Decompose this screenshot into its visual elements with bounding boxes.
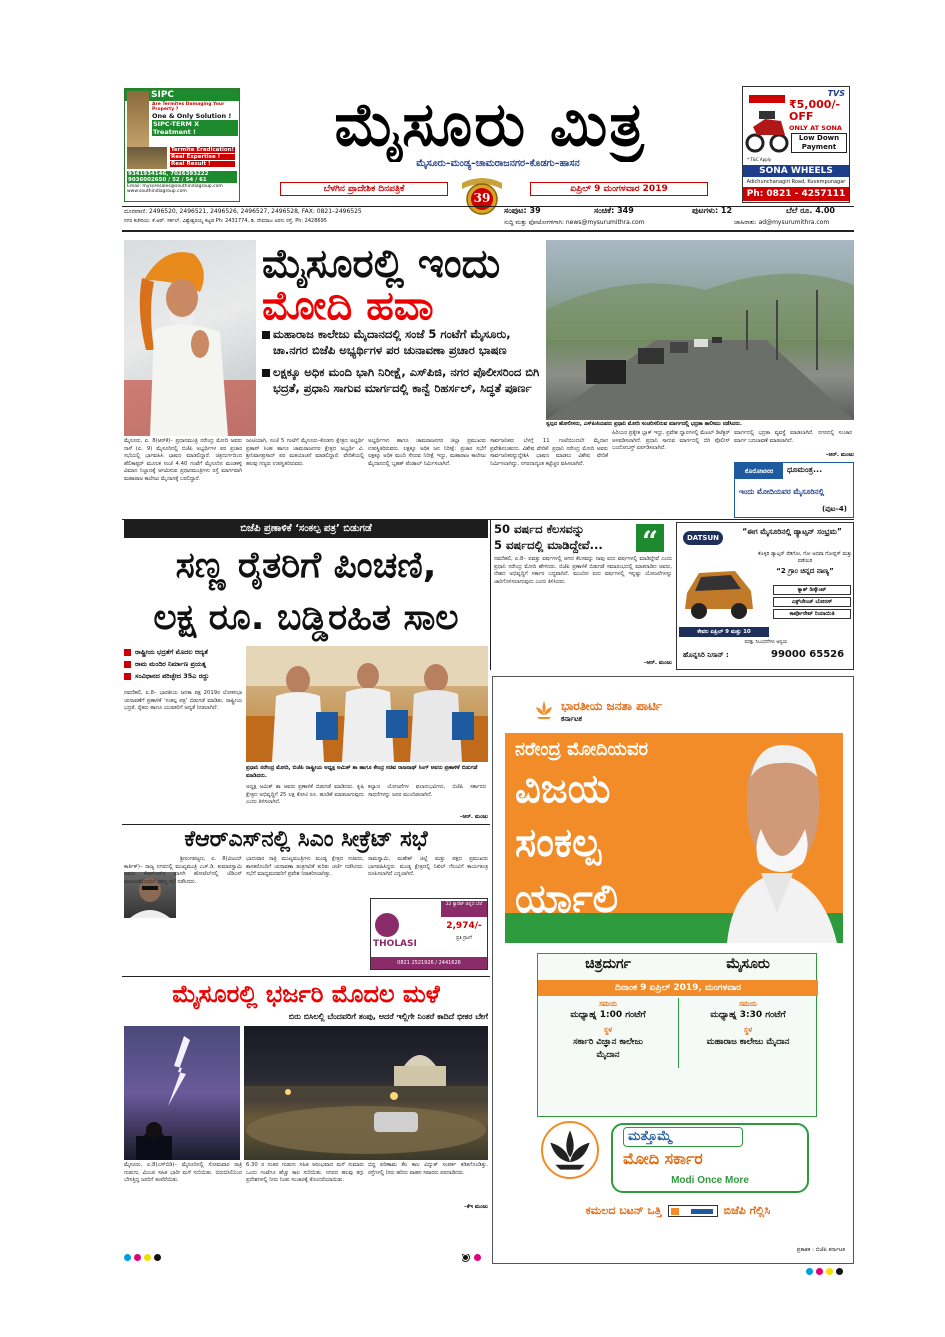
datsun-phone: 99000 65526 <box>771 649 845 660</box>
lead-byline: –ಆರ್. ಮಂಜು <box>825 452 854 458</box>
bjp-line-3: ಸಂಕಲ್ಪ <box>515 820 601 866</box>
masthead-issue: ಸಂಚಿಕೆ: 349 <box>594 206 634 215</box>
flood-photo <box>244 1026 488 1160</box>
bjp-place-1: ಸರ್ಕಾರಿ ವಿಜ್ಞಾನ ಕಾಲೇಜು ಮೈದಾನ <box>573 1037 643 1060</box>
masthead-phones: ದೂರವಾಣಿ: 2496520, 2496521, 2496526, 2496527, 2496528, FAX: 0821–2496525 <box>124 208 362 215</box>
sipc-house-image <box>127 147 167 169</box>
sipc-line3: SIPC-TERM X Treatment ! <box>152 120 238 136</box>
tholasi-carat: 22 ಕ್ಯಾರೆಟ್ ಚಿನ್ನದ ಬೆಲೆ <box>441 901 487 917</box>
side-box-teaser: ಇಂದು ಮೋದಿಯವರ ಮೈಸೂರಿನಲ್ಲಿ <box>739 487 825 496</box>
manifesto-bullet-1: ರಾಷ್ಟ್ರೀಯ ಭದ್ರತೆಗೆ ಮೊದಲ ಆದ್ಯತೆ <box>135 648 208 656</box>
bjp-party-name: ಭಾರತೀಯ ಜನತಾ ಪಾರ್ಟಿ <box>561 699 663 713</box>
bjp-place-label-2: ಸ್ಥಳ <box>743 1026 753 1034</box>
rain-body-1: ಮೈಸೂರು, ಏ.8(ಎಸ್‌ಬಿಡಿ)– ಮೈಸೂರಿನಲ್ಲಿ ಸೋಮವಾರ ರಾತ್ರಿ ಗುಡುಗು, ಮಿಂಚು ಸಹಿತ ಭಾರೀ ಮಳೆ ಸುರಿಯಿತು. ಬಿರುಬಿಸಿಲಿನಿಂದ ಬೇಸತ್ತಿದ್ದ ಜನರಿಗೆ ತಂಪೆರೆಯಿತು. <box>124 1162 242 1184</box>
tvs-bike-image <box>745 89 789 157</box>
sipc-line5: Real Expertise ! <box>170 154 235 160</box>
masthead-news-email: ಸುದ್ದಿ ಮತ್ತು ಫೋಟೋಗಳಿಗಾಗಿ: news@mysurumithra.com <box>504 219 645 226</box>
modi-portrait <box>717 733 843 943</box>
tvs-tc: * T&C Apply <box>747 157 772 162</box>
quote-headline-2: 5 ವರ್ಷದಲ್ಲಿ ಮಾಡಿದ್ದೇವೆ... <box>494 538 603 552</box>
masthead-pages: ಪುಟಗಳು: 12 <box>692 206 733 215</box>
tvs-low: Low Down Payment <box>791 133 847 153</box>
registration-marks-left <box>124 1254 172 1262</box>
datsun-tag-1: ಕ್ಯಾಶ್ ಡಿಸ್ಕೌಂಟ್ <box>773 585 851 595</box>
bjp-logo-top <box>533 699 555 721</box>
tholasi-name: THOLASI <box>373 939 417 949</box>
lead-body-2: ಜಂಟಿಯಾಗಿ, ಸಂಜೆ 5 ಗಂಟೆಗೆ ಮೈಸೂರು–ಕೊಡಗು ಕ್ಷೇತ್ರದ ಅಭ್ಯರ್ಥಿ ಪ್ರತಾಪ್ ಸಿಂಹ ಹಾಗೂ ಚಾಮರಾಜನಗರ ಕ್ಷೇತ್ರದ ಅಭ್ಯರ್ಥಿ ವಿ. ಶ್ರೀನಿವಾಸಪ್ರಸಾದ್ ಪರ ಮತಯಾಚನೆ ಮಾಡಲಿದ್ದಾರೆ. ವೇದಿಕೆಯಲ್ಲಿ ಹಲವು ಗಣ್ಯರು ಉಪಸ್ಥಿತರಿರುವರು. <box>246 438 364 467</box>
registration-marks-center <box>462 1254 486 1262</box>
bjp-time-1: ಮಧ್ಯಾಹ್ನ 1:00 ಗಂಟೆಗೆ <box>570 1010 646 1020</box>
lead-bullet-2: ಲಕ್ಷಕ್ಕೂ ಅಧಿಕ ಮಂದಿ ಭಾಗಿ ನಿರೀಕ್ಷೆ, ಎಸ್‌ಪಿಜಿ, ನಗರ ಪೊಲೀಸರಿಂದ ಬಿಗಿ ಭದ್ರತೆ, ಪ್ರಧಾನಿ ಸಾಗುವ ಮಾರ್ಗದಲ್ಲಿ ಕಾನ್ವೆ ರಿಹರ್ಸಲ್, ಸಿದ್ಧತೆ ಪೂರ್ಣ <box>273 365 540 395</box>
krs-body-1: ಶ್ರೀರಂಗಪಟ್ಟಣ, ಏ. 8(ವಿಜಯ್ ಕಾರ್ತಿಕ್)– ರಾಜ್ಯ ನಗರದಲ್ಲಿ ಮುಖ್ಯಮಂತ್ರಿ ಎಚ್.ಡಿ. ಕುಮಾರಸ್ವಾಮಿ ಅವರು ಕೆಆರ್‌ಎಸ್‌ನ ಖಾಸಗಿ ಹೋಟೆಲ್‌ನಲ್ಲಿ ಜೆಡಿಎಸ್ ಮುಖಂಡರೊಂದಿಗೆ ರಹಸ್ಯ ಸಭೆ ನಡೆಸಿದರು. <box>124 856 242 885</box>
bjp-city-1: ಚಿತ್ರದುರ್ಗ <box>585 956 631 972</box>
masthead-date: ಏಪ್ರಿಲ್ 9 ಮಂಗಳವಾರ 2019 <box>530 182 708 196</box>
evm-button-icon <box>668 1205 718 1217</box>
bjp-slogan-2: ಮೋದಿ ಸರ್ಕಾರ <box>623 1149 703 1168</box>
bjp-button-line-1: ಕಮಲದ ಬಟನ್ ಒತ್ತಿ <box>585 1204 662 1217</box>
registration-marks-right <box>806 1268 854 1276</box>
manifesto-kicker: ಬಿಜೆಪಿ ಪ್ರಣಾಳಿಕೆ ‘ಸಂಕಲ್ಪ ಪತ್ರ’ ಬಿಡುಗಡೆ <box>124 520 488 538</box>
bullet-square-icon <box>262 369 270 377</box>
bullet-square-icon <box>124 649 131 656</box>
bullet-square-icon <box>124 661 131 668</box>
tholasi-rate: 2,974/- <box>446 921 482 931</box>
bjp-place-label-1: ಸ್ಥಳ <box>603 1026 613 1034</box>
manifesto-body-3: ಕಲ್ಯಾಣ ಯೋಜನೆಗಳ ಫಲಾನುಭವಿಗಳು, ಬಿಜೆಪಿ ಸರ್ಕಾರದ ಸಾಧನೆಗಳನ್ನು ಜನರ ಮುಂದಿಡಲಾಗಿದೆ. <box>368 784 486 798</box>
manifesto-headline-1: ಸಣ್ಣ ರೈತರಿಗೆ ಪಿಂಚಣಿ, <box>175 545 437 586</box>
masthead-volume: ಸಂಪುಟ: 39 <box>504 206 541 215</box>
sipc-brand: SIPC <box>151 90 175 100</box>
sipc-termite-image <box>127 91 149 147</box>
datsun-tag-2: ಎಕ್ಸ್‌ಚೇಂಜ್ ಬೋನಸ್ <box>773 597 851 607</box>
lightning-photo <box>124 1026 240 1160</box>
bjp-ad[interactable] <box>492 676 854 1264</box>
tholasi-phone: 0821 2521926 / 2441626 <box>371 957 487 969</box>
quote-icon: “ <box>636 524 664 552</box>
rain-sub: ಬಿರು ಬಿಸಿಲಲ್ಲಿ ಬೆಂದವರಿಗೆ ತಂಪು, ಆದರೆ ಇಲ್ಲಿಗೇ ನಿಂತರೆ ಕಾದಿದೆ ಭೀಕರ ಬೇಗೆ <box>288 1012 488 1021</box>
bjp-line-1: ನರೇಂದ್ರ ಮೋದಿಯವರ <box>515 739 649 760</box>
datsun-offer: ಕೊಳ್ಳಿರಿ ಡ್ಯಾಟ್ಸನ್ ರೆಡಿಗೋ, ಗೋ ಅಥವಾ ಗೋಪ್ಲಸ್ ಮತ್ತು ಪಡೆಯಿರಿ <box>758 551 852 564</box>
masthead-title: ಮೈಸೂರು ಮಿತ್ರ <box>334 90 646 160</box>
side-box-title: ಧೂಮಂತ್ರ... <box>787 465 823 474</box>
rain-headline: ಮೈಸೂರಲ್ಲಿ ಭರ್ಜರಿ ಮೊದಲ ಮಳೆ <box>172 980 440 1008</box>
side-box-label: ಕೊರೋವನರ <box>735 463 783 479</box>
masthead-ad-email: ಜಾಹಿರಾತು: ad@mysurumithra.com <box>734 219 830 226</box>
tvs-addr: Adichunchanagiri Road, Kuvempunagar <box>746 179 846 185</box>
quote-headline-1: 50 ವರ್ಷದ ಕೆಲಸವನ್ನು <box>494 522 585 536</box>
bjp-time-2: ಮಧ್ಯಾಹ್ನ 3:30 ಗಂಟೆಗೆ <box>710 1010 786 1020</box>
bullet-square-icon <box>262 331 270 339</box>
manifesto-bullets <box>124 646 246 688</box>
krs-headline: ಕೆಆರ್‌ಎಸ್‌ನಲ್ಲಿ ಸಿಎಂ ಸೀಕ್ರೆಟ್ ಸಭೆ <box>184 827 428 852</box>
side-box[interactable] <box>734 462 854 518</box>
tholasi-logo-icon <box>375 913 399 937</box>
sipc-ad[interactable] <box>124 88 240 202</box>
manifesto-headline-2: ಲಕ್ಷ ರೂ. ಬಡ್ಡಿರಹಿತ ಸಾಲ <box>153 597 459 638</box>
datsun-logo: DATSUN <box>683 531 723 545</box>
masthead-price: ಬೆಲೆ ರೂ. 4.00 <box>786 206 835 215</box>
sipc-line4: Termite Eradication! <box>171 147 235 153</box>
bjp-schedule <box>537 953 817 1117</box>
krs-body-3: ರಾಮಸ್ವಾಮಿ, ಮಹೇಶ್ ಜಿಲ್ಲೆ ಮತ್ತು ಪಕ್ಷದ ಪ್ರಮುಖರು ಭಾಗವಹಿಸಿದ್ದರು. ಮಂಡ್ಯ ಕ್ಷೇತ್ರದಲ್ಲಿ ನಿಖಿಲ್ ಗೆಲುವಿಗೆ ಕಾರ್ಯತಂತ್ರ ರೂಪಿಸಲಾಗಿದೆ ಎನ್ನಲಾಗಿದೆ. <box>368 856 488 878</box>
bullet-square-icon <box>124 673 131 680</box>
section-rule-3 <box>122 976 490 977</box>
lead-body-4: ಸಾರ್ವಜನಿಕರು ಬೆಳಗ್ಗೆ 11 ಗಂಟೆಯಿಂದಲೇ ಮೈದಾನ ಪ್ರವೇಶಿಸಬಹುದು. ವಿಶೇಷ ವೇದಿಕೆ: ಪ್ರಧಾನಿ ನರೇಂದ್ರ ಮೋದಿ ಅವರು ಸಾರ್ವಜನಿಕರನ್ನುದ್ದೇಶಿಸಿ ಭಾಷಣ ಮಾಡಲು ವಿಶೇಷ ವೇದಿಕೆ ನಿರ್ಮಿಸಲಾಗಿದ್ದು, ನಗರದಾದ್ಯಂತ ಕಟ್ಟೆಚ್ಚರ ವಹಿಸಲಾಗಿದೆ. <box>490 438 608 467</box>
bjp-slogan-1: ಮತ್ತೊಮ್ಮೆ <box>623 1127 743 1147</box>
tvs-dealer: SONA WHEELS <box>743 165 849 177</box>
masthead-subtitle: ಮೈಸೂರು–ಮಂಡ್ಯ–ಚಾಮರಾಜನಗರ–ಕೊಡಗು–ಹಾಸನ <box>416 158 580 169</box>
convoy-photo <box>546 240 854 420</box>
lead-headline-1: ಮೈಸೂರಲ್ಲಿ ಇಂದು <box>262 241 501 287</box>
sipc-phone2: 9036002650 / 52 / 54 / 61 <box>127 177 237 183</box>
bjp-time-label-2: ಸಮಯ <box>739 1000 757 1008</box>
sipc-line2: One & Only Solution ! <box>152 112 232 120</box>
rain-body-2: 6.30 ರ ನಂತರ ಗುಡುಗು ಸಹಿತ ಆರಂಭವಾದ ಮಳೆ ಸುಮಾರು ಒಂದು ಗಂಟೆಗೂ ಹೆಚ್ಚು ಕಾಲ ಸುರಿಯಿತು. ನಗರದ ಹಲವು ತಗ್ಗು ಪ್ರದೇಶಗಳಲ್ಲಿ ನೀರು ನಿಂತು ಸಂಚಾರಕ್ಕೆ ತೊಂದರೆಯಾಯಿತು. <box>246 1162 364 1184</box>
tvs-phone: Ph: 0821 - 4257111 <box>743 187 849 201</box>
bjp-time-label-1: ಸಮಯ <box>599 1000 617 1008</box>
masthead-tagline: ಬೆಳಗಿನ ಪ್ರಾದೇಶಿಕ ದಿನಪತ್ರಿಕೆ <box>280 182 448 196</box>
datsun-tag-3: ಕಾರ್ಪೊರೇಟ್ ರಿಯಾಯಿತಿ <box>773 609 851 619</box>
sipc-mid <box>127 147 237 169</box>
bjp-slogan-box <box>611 1123 809 1193</box>
bjp-button-line-2: ಬಿಜೆಪಿ ಗೆಲ್ಲಿಸಿ <box>723 1204 771 1217</box>
column-rule-1 <box>490 520 491 670</box>
lead-body-5: ಹಿರಿಯರ ಪ್ರತ್ಯೇಕ ಬ್ಲಾಕ್ ಇದ್ದು, ಪ್ರವೇಶ ದ್ವಾರಗಳಲ್ಲಿ ಮೆಟಲ್ ಡಿಟೆಕ್ಟರ್ ಅಳವಡಿಸಲಾಗಿದೆ. ಪ್ರಧಾನಿ ಸಾಗುವ ಮಾರ್ಗದಲ್ಲಿ ಬಿಗಿ ಪೊಲೀಸ್ ಬಂದೋಬಸ್ತ್ ಏರ್ಪಡಿಸಲಾಗಿದೆ. <box>612 430 730 452</box>
tvs-offer: ₹5,000/- OFF <box>789 98 841 123</box>
bjp-slogan-en: Modi Once More <box>671 1175 749 1186</box>
quote-body: ನವದೆಹಲಿ, ಏ.8– ಐವತ್ತು ವರ್ಷಗಳಲ್ಲಿ ಆಗದ ಕೆಲಸವನ್ನು ನಾವು ಐದು ವರ್ಷಗಳಲ್ಲಿ ಮಾಡಿದ್ದೇವೆ ಎಂದು ಪ್ರಧಾನಿ ನರೇಂದ್ರ ಮೋದಿ ಹೇಳಿದರು. ಬಿಜೆಪಿ ಪ್ರಣಾಳಿಕೆ ಬಿಡುಗಡೆ ಸಮಾರಂಭದಲ್ಲಿ ಮಾತನಾಡಿದ ಅವರು, ದೇಶದ ಅಭಿವೃದ್ಧಿಗೆ ಸರ್ಕಾರ ಬದ್ಧವಾಗಿದೆ. ಮುಂದಿನ ಐದು ವರ್ಷಗಳಲ್ಲಿ ಇನ್ನಷ್ಟು ಯೋಜನೆಗಳನ್ನು ಜಾರಿಗೊಳಿಸಲಾಗುವುದು ಎಂದು ತಿಳಿಸಿದರು. <box>494 556 672 585</box>
lead-bullets <box>262 326 544 436</box>
masthead-rule-bottom <box>122 230 854 232</box>
lead-body-3: ಅಭ್ಯರ್ಥಿಗಳು ಹಾಗೂ ಚಾಮರಾಜನಗರ ಜಿಲ್ಲಾ ಪ್ರಮುಖರು ಉಪಸ್ಥಿತರಿರುವರು. ಲಕ್ಷಕ್ಕೂ ಅಧಿಕ ಜನ ನಿರೀಕ್ಷೆ: ಪ್ರಚಾರ ಸಭೆಗೆ ಲಕ್ಷಕ್ಕೂ ಅಧಿಕ ಮಂದಿ ಸೇರುವ ನಿರೀಕ್ಷೆ ಇದ್ದು, ಮಹಾರಾಜ ಕಾಲೇಜು ಮೈದಾನದಲ್ಲಿ ಬೃಹತ್ ಪೆಂಡಾಲ್ ನಿರ್ಮಿಸಲಾಗಿದೆ. <box>368 438 486 467</box>
bjp-schedule-divider <box>678 998 679 1068</box>
side-box-page-ref: (ಪುಟ–4) <box>821 505 847 513</box>
datsun-headline: “ಈಗ ಮೈಸೂರಿನಲ್ಲಿ ಡ್ಯಾಟ್ಸನ್ ಸಂಭ್ರಮ” <box>742 527 842 536</box>
bjp-place-2: ಮಹಾರಾಜ ಕಾಲೇಜು ಮೈದಾನ <box>706 1037 790 1047</box>
sipc-web: www.southindiagroup.com <box>127 189 187 194</box>
rain-byline: –ಕೆಇ ಮಂಜು <box>463 1204 488 1210</box>
sipc-line1: Are Termites Damaging Your Property ? <box>152 102 225 112</box>
sipc-phone1: 9341934146, 7026393222 <box>127 171 237 177</box>
tvs-brand: TVS <box>827 89 845 98</box>
tholasi-unit: ಪ್ರತಿ ಗ್ರಾಂಗೆ <box>456 936 472 941</box>
datsun-gold: “2 ಗ್ರಾಂ ಚಿನ್ನದ ನಾಣ್ಯ” <box>776 567 834 575</box>
manifesto-body-1: ನವದೆಹಲಿ, ಏ.8– ಭಾರತೀಯ ಜನತಾ ಪಕ್ಷ 2019ರ ಲೋಕಸಭಾ ಚುನಾವಣೆಗೆ ಪ್ರಣಾಳಿಕೆ ‘ಸಂಕಲ್ಪ ಪತ್ರ’ ಬಿಡುಗಡೆ ಮಾಡಿತು. ರಾಷ್ಟ್ರೀಯ ಭದ್ರತೆ, ರೈತರು ಹಾಗೂ ಯುವಕರಿಗೆ ಆದ್ಯತೆ ನೀಡಲಾಗಿದೆ. <box>124 690 242 712</box>
datsun-dealer: ಹೊನ್ನಸಿರಿ ನಿಸಾನ್ : <box>683 651 729 659</box>
anniversary-number: 39 <box>473 191 491 205</box>
bjp-date: ದಿನಾಂಕ 9 ಏಪ್ರಿಲ್ 2019, ಮಂಗಳವಾರ <box>538 980 818 996</box>
tvs-only: ONLY AT SONA <box>789 124 842 132</box>
lead-headline-2: ಮೋದಿ ಹವಾ <box>262 284 434 328</box>
bjp-city-2: ಮೈಸೂರು <box>726 956 770 972</box>
datsun-valid: ಕೇವಲ ಏಪ್ರಿಲ್ 9 ಮತ್ತು 10 <box>679 627 769 637</box>
manifesto-bullet-3: ಸಂವಿಧಾನದ ಪರಿಚ್ಛೇದ 35ಎ ರದ್ದು <box>135 672 210 680</box>
bjp-state: ಕರ್ನಾಟಕ <box>561 715 582 723</box>
sipc-line6: Real Result ! <box>170 161 235 167</box>
datsun-ad[interactable] <box>676 522 854 670</box>
tvs-ad[interactable] <box>742 86 850 203</box>
manifesto-photo <box>246 646 488 762</box>
tholasi-ad[interactable] <box>370 898 488 970</box>
lead-bullet-1: ಮಹಾರಾಜ ಕಾಲೇಜು ಮೈದಾನದಲ್ಲಿ ಸಂಜೆ 5 ಗಂಟೆಗೆ ಮೈಸೂರು, ಚಾ.ನಗರ ಬಿಜೆಪಿ ಅಭ್ಯರ್ಥಿಗಳ ಪರ ಚುನಾವಣಾ ಪ್ರಚಾರ ಭಾಷಣ <box>273 327 511 357</box>
bjp-button-line <box>533 1201 823 1221</box>
manifesto-bullet-2: ರಾಮ ಮಂದಿರ ನಿರ್ಮಾಣ ಪ್ರಯತ್ನ <box>135 660 207 668</box>
lead-body-1: ಮೈಸೂರು, ಏ. 8(ಆರ್‌ಕೆ)– ಪ್ರಧಾನಮಂತ್ರಿ ನರೇಂದ್ರ ಮೋದಿ ಅವರು ನಾಳೆ (ಏ. 9) ಮೈಸೂರಿನಲ್ಲಿ ಬಿಜೆಪಿ ಅಭ್ಯರ್ಥಿಗಳ ಪರ ಪ್ರಚಾರ ಸಭೆಯಲ್ಲಿ ಭಾಗವಹಿಸಿ ಭಾಷಣ ಮಾಡಲಿದ್ದಾರೆ. ಚಿತ್ರದುರ್ಗದಿಂದ ಹೆಲಿಕಾಪ್ಟರ್ ಮೂಲಕ ಸಂಜೆ 4.40 ಗಂಟೆಗೆ ಮೈಸೂರಿನ ಮಂಡಕಳ್ಳಿ ವಿಮಾನ ನಿಲ್ದಾಣಕ್ಕೆ ಆಗಮಿಸುವ ಪ್ರಧಾನಮಂತ್ರಿಗಳು ರಸ್ತೆ ಮಾರ್ಗವಾಗಿ ಮಹಾರಾಜ ಕಾಲೇಜು ಮೈದಾನಕ್ಕೆ ಬರಲಿದ್ದಾರೆ. <box>124 438 242 482</box>
manifesto-body-2: ಅಧ್ಯಕ್ಷ ಅಮಿತ್ ಶಾ ಅವರು ಪ್ರಣಾಳಿಕೆ ಬಿಡುಗಡೆ ಮಾಡಿದರು. ಕೃಷಿ ಕ್ಷೇತ್ರದ ಅಭಿವೃದ್ಧಿಗೆ 25 ಲಕ್ಷ ಕೋಟಿ ರೂ. ಹೂಡಿಕೆ ಮಾಡಲಾಗುವುದು ಎಂದು ತಿಳಿಸಲಾಗಿದೆ. <box>246 784 364 806</box>
rain-body-3: ಬಿದ್ದ ಪರಿಣಾಮ ಕೆಲ ಕಾಲ ವಿದ್ಯುತ್ ಸಂಪರ್ಕ ಕಡಿತಗೊಂಡಿತ್ತು. ರಸ್ತೆಗಳಲ್ಲಿ ನೀರು ಹರಿದು ವಾಹನ ಸವಾರರು ಪರದಾಡಿದರು. <box>368 1162 488 1176</box>
datsun-car-image <box>679 553 759 627</box>
bjp-line-4: ರ್ಯಾಲಿ <box>515 876 619 922</box>
bjp-publisher: ಪ್ರಕಾಶಕ : ಬಿಜೆಪಿ ಕರ್ನಾಟಕ <box>796 1247 845 1253</box>
krs-body-2: ಭಾನುವಾರ ರಾತ್ರಿ ಮುಖ್ಯಮಂತ್ರಿಗಳು ಮಂಡ್ಯ ಕ್ಷೇತ್ರದ ಸಚಿವರು, ಶಾಸಕರೊಂದಿಗೆ ಚುನಾವಣಾ ತಂತ್ರಗಾರಿಕೆ ಕುರಿತು ಚರ್ಚೆ ನಡೆಸಿದರು. ಸಭೆಗೆ ಮಾಧ್ಯಮದವರಿಗೆ ಪ್ರವೇಶ ನಿರಾಕರಿಸಲಾಗಿತ್ತು. <box>246 856 364 878</box>
bjp-line-2: ವಿಜಯ <box>515 766 611 812</box>
quote-byline: –ಆರ್. ಮಂಜು <box>643 660 672 666</box>
lead-body-6: ಮಾರ್ಗದಲ್ಲಿ ಭದ್ರತಾ ವ್ಯವಸ್ಥೆ ಮಾಡಲಾಗಿದೆ. ನಗರದಲ್ಲಿ ಸಂಚಾರ ಮಾರ್ಗ ಬದಲಾವಣೆ ಮಾಡಲಾಗಿದೆ. <box>734 430 852 444</box>
masthead-address: ನಗರ ಕಚೇರಿಯ: ಕೆ.ಆರ್. ಸರ್ಕಲ್, ವಿಶ್ವೇಶ್ವರಯ್ಯ ಕಟ್ಟಡ Ph: 2431774, ಡಿ. ದೇವರಾಜ ಅರಸು ರಸ್ತೆ, Ph: 2428695 <box>124 218 327 224</box>
section-rule-2 <box>122 824 490 825</box>
datsun-tc: ಷರತ್ತು ನಿಬಂಧನೆಗಳು ಅನ್ವಯ <box>744 640 788 645</box>
manifesto-caption: ಪ್ರಧಾನಿ ನರೇಂದ್ರ ಮೋದಿ, ಬಿಜೆಪಿ ರಾಷ್ಟ್ರೀಯ ಅಧ್ಯಕ್ಷ ಅಮಿತ್ ಶಾ ಹಾಗೂ ಕೇಂದ್ರ ಸಚಿವ ರಾಜನಾಥ್ ಸಿಂಗ್ ಅವರು ಪ್ರಣಾಳಿಕೆ ಬಿಡುಗಡೆ ಮಾಡಿದರು. <box>246 765 478 779</box>
bjp-lotus-large <box>541 1121 599 1179</box>
modi-photo <box>124 240 256 436</box>
convoy-caption: ಸ್ವಲ್ಪದ ಹೋಲೀಸರು, ಎಸ್‌ಪಿಜಿಯವರು ಪ್ರಧಾನಿ ಮೋದಿ ಸಂಚರಿಸಲಿರುವ ಮಾರ್ಗದಲ್ಲಿ ಭದ್ರತಾ ತಾಲೀಮು ನಡೆಸಿದರು. <box>546 421 742 427</box>
sipc-email: Email: mysoresales@southindiagroup.com <box>127 184 223 189</box>
manifesto-byline: –ಆರ್. ಮಂಜು <box>459 814 488 820</box>
